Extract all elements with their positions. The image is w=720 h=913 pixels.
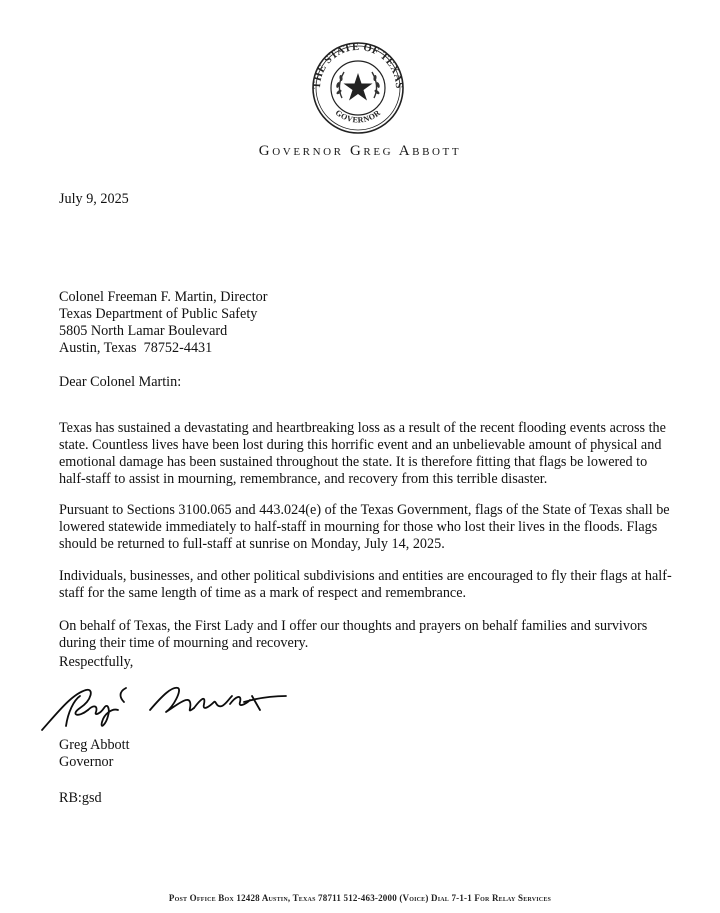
body-paragraph-2: Pursuant to Sections 3100.065 and 443.024(e) of the Texas Government, flags of the State of Texas shall be lowered statewide immediately to half-staff in mourning for those who lost their lives in the floods. Flags should be returned to full-staff at sunrise on Monday, July 14, 2025. — [59, 502, 670, 553]
letterhead-title: Governor Greg Abbott — [258, 143, 462, 159]
recipient-address — [59, 289, 677, 357]
recipient-name-line: Colonel Freeman F. Martin, Director — [59, 289, 268, 305]
svg-text:GOVERNOR: GOVERNOR — [333, 108, 383, 125]
signer-title: Governor — [59, 754, 114, 770]
state-seal-logo — [306, 42, 410, 134]
recipient-city-line: Austin, Texas 78752-4431 — [59, 340, 213, 356]
body-paragraph-4: On behalf of Texas, the First Lady and I offer our thoughts and prayers on behalf families and survivors during their time of mourning and recovery. — [59, 618, 648, 652]
body-paragraph-3: Individuals, businesses, and other political subdivisions and entities are encouraged to fly their flags at half-staff for the same length of time as a mark of respect and remembrance. — [59, 568, 672, 602]
body-paragraph-1: Texas has sustained a devastating and heartbreaking loss as a result of the recent flooding events across the state. Countless lives have been lost during this horrific event and an unbelievable amount of physical and emotional damage has been sustained throughout the state. It is therefore fitting that flags be lowered to half-staff to assist in mourning, remembrance, and recovery from this terrible disaster. — [59, 420, 666, 488]
letter-date: July 9, 2025 — [59, 191, 129, 207]
recipient-street-line: 5805 North Lamar Boulevard — [59, 323, 228, 339]
handwritten-signature — [38, 682, 288, 738]
salutation: Dear Colonel Martin: — [59, 374, 182, 390]
footer-contact: Post Office Box 12428 Austin, Texas 78711 512-463-2000 (Voice) Dial 7-1-1 For Relay Services — [168, 893, 552, 903]
reference-initials: RB:gsd — [59, 790, 102, 806]
signature-block — [59, 737, 677, 771]
closing: Respectfully, — [59, 654, 134, 670]
signer-name: Greg Abbott — [59, 737, 130, 753]
recipient-department-line: Texas Department of Public Safety — [59, 306, 258, 322]
svg-text:THE STATE OF TEXAS: THE STATE OF TEXAS — [311, 42, 405, 90]
